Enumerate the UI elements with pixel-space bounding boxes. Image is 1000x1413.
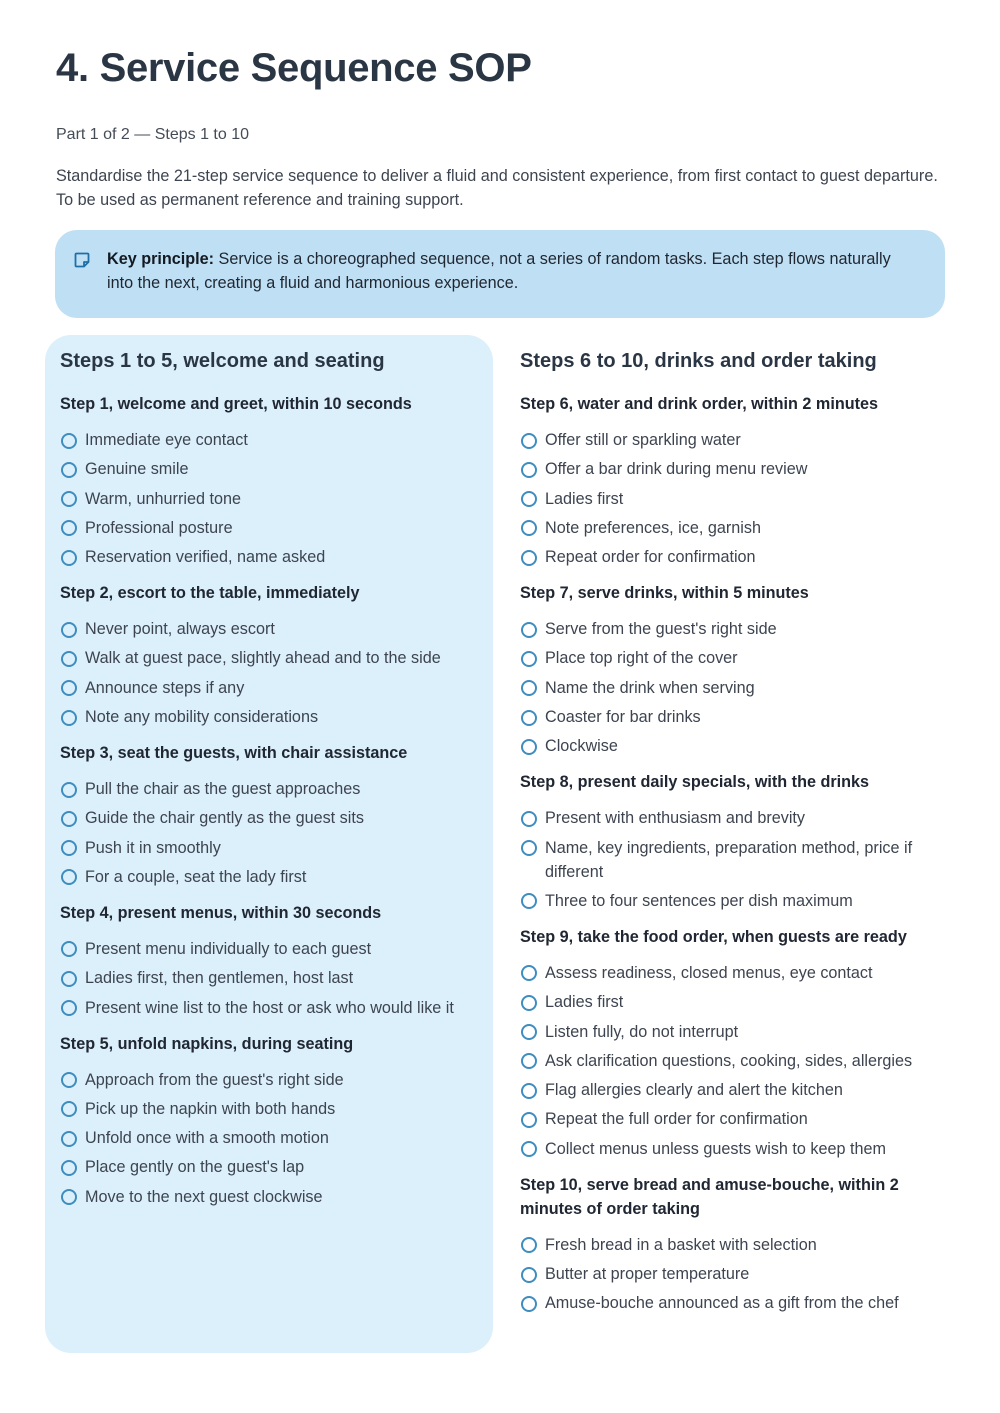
checklist-item-label: Professional posture [85, 518, 233, 537]
steps-column-right [520, 346, 950, 1327]
empty-circle-icon[interactable] [521, 995, 537, 1011]
step-title: Step 5, unfold napkins, during seating [60, 1034, 354, 1053]
empty-circle-icon[interactable] [521, 840, 537, 856]
empty-circle-icon[interactable] [521, 710, 537, 726]
checklist-item [60, 937, 490, 961]
checklist-item [60, 545, 490, 569]
checklist-item-label: Serve from the guest's right side [545, 620, 777, 639]
checklist-item [520, 990, 950, 1014]
empty-circle-icon[interactable] [61, 433, 77, 449]
checklist-item-label: Amuse-bouche announced as a gift from the chef [545, 1294, 899, 1313]
step-title: Step 7, serve drinks, within 5 minutes [520, 584, 809, 603]
checklist-item [520, 646, 950, 670]
empty-circle-icon[interactable] [61, 1160, 77, 1176]
checklist-item [520, 1291, 950, 1315]
column-heading: Steps 1 to 5, welcome and seating [60, 350, 385, 372]
checklist-item [520, 889, 950, 913]
checklist-item-label: Coaster for bar drinks [545, 708, 701, 727]
empty-circle-icon[interactable] [61, 1189, 77, 1205]
checklist-item [520, 1107, 950, 1131]
callout-text [107, 247, 907, 295]
checklist-item-label: Walk at guest pace, slightly ahead and to the side [85, 649, 441, 668]
empty-circle-icon[interactable] [521, 811, 537, 827]
checklist-item [520, 545, 950, 569]
note-icon [74, 252, 90, 268]
checklist-item-label: Offer a bar drink during menu review [545, 460, 808, 479]
empty-circle-icon[interactable] [521, 739, 537, 755]
empty-circle-icon[interactable] [521, 1053, 537, 1069]
key-principle-callout [55, 230, 945, 318]
checklist-item-label: Fresh bread in a basket with selection [545, 1235, 817, 1254]
checklist-item [60, 836, 490, 860]
column-heading: Steps 6 to 10, drinks and order taking [520, 350, 877, 372]
checklist-item [520, 806, 950, 830]
checklist-item-label: Present wine list to the host or ask who would like it [85, 998, 454, 1017]
empty-circle-icon[interactable] [61, 1000, 77, 1016]
checklist-item-label: Pick up the napkin with both hands [85, 1099, 336, 1118]
checklist-item-label: Announce steps if any [85, 678, 245, 697]
checklist-item [60, 487, 490, 511]
page-title: 4. Service Sequence SOP [56, 46, 532, 90]
checklist-item-label: Place top right of the cover [545, 649, 738, 668]
checklist-item-label: Immediate eye contact [85, 431, 248, 449]
checklist-item [520, 1049, 950, 1073]
empty-circle-icon[interactable] [521, 622, 537, 638]
part-indicator: Part 1 of 2 — Steps 1 to 10 [56, 126, 249, 143]
checklist-item [520, 487, 950, 511]
checklist [520, 617, 950, 758]
checklist-item [520, 1137, 950, 1161]
empty-circle-icon[interactable] [61, 680, 77, 696]
checklist-item-label: Present menu individually to each guest [85, 939, 372, 958]
empty-circle-icon[interactable] [61, 1101, 77, 1117]
checklist-item-label: Approach from the guest's right side [85, 1070, 344, 1089]
empty-circle-icon[interactable] [521, 1083, 537, 1099]
checklist-item-label: Note preferences, ice, garnish [545, 518, 761, 537]
checklist-item [60, 516, 490, 540]
empty-circle-icon[interactable] [521, 491, 537, 507]
checklist-item [520, 961, 950, 985]
empty-circle-icon[interactable] [61, 520, 77, 536]
checklist-item-label: Push it in smoothly [85, 838, 221, 857]
empty-circle-icon[interactable] [61, 651, 77, 667]
checklist-item [520, 1020, 950, 1044]
step-title: Step 8, present daily specials, with the drinks [520, 773, 870, 792]
checklist-item [520, 457, 950, 481]
checklist-item [520, 1078, 950, 1102]
checklist-item-label: Repeat order for confirmation [545, 548, 756, 567]
empty-circle-icon[interactable] [61, 869, 77, 885]
step-title: Step 1, welcome and greet, within 10 seconds [60, 395, 412, 413]
checklist-item [60, 428, 490, 452]
step-title: Step 3, seat the guests, with chair assistance [60, 744, 408, 763]
checklist-item [60, 966, 490, 990]
checklist-item [520, 1262, 950, 1286]
empty-circle-icon[interactable] [521, 1296, 537, 1312]
checklist-item-label: Note any mobility considerations [85, 708, 319, 727]
checklist-item [60, 1185, 490, 1209]
checklist-item [520, 617, 950, 641]
empty-circle-icon[interactable] [521, 1112, 537, 1128]
step-title: Step 6, water and drink order, within 2 minutes [520, 395, 878, 413]
checklist-item [520, 428, 950, 452]
checklist-item [60, 1126, 490, 1150]
steps-column-left [60, 346, 490, 1221]
checklist-item-label: Flag allergies clearly and alert the kitchen [545, 1081, 843, 1100]
checklist-item [60, 646, 490, 670]
checklist-item-label: For a couple, seat the lady first [85, 867, 307, 886]
checklist-item-label: Assess readiness, closed menus, eye contact [545, 963, 873, 982]
step-title: Step 4, present menus, within 30 seconds [60, 903, 382, 922]
empty-circle-icon[interactable] [521, 1024, 537, 1040]
empty-circle-icon[interactable] [61, 971, 77, 987]
checklist-item [520, 705, 950, 729]
checklist-item-label: Name the drink when serving [545, 678, 755, 697]
checklist-item [60, 777, 490, 801]
checklist-item-label: Warm, unhurried tone [85, 489, 241, 508]
checklist [520, 961, 950, 1161]
step-title: Step 9, take the food order, when guests are ready [520, 927, 907, 946]
checklist-item-label: Collect menus unless guests wish to keep them [545, 1139, 887, 1158]
empty-circle-icon[interactable] [521, 1267, 537, 1283]
checklist-item-label: Ladies first [545, 489, 624, 508]
checklist-item-label: Present with enthusiasm and brevity [545, 809, 806, 828]
checklist [60, 617, 490, 729]
checklist-item [520, 734, 950, 758]
checklist-item-label: Ask clarification questions, cooking, sides, allergies [545, 1051, 913, 1070]
checklist-item [60, 865, 490, 889]
empty-circle-icon[interactable] [61, 941, 77, 957]
checklist-item [60, 457, 490, 481]
empty-circle-icon[interactable] [521, 462, 537, 478]
checklist-item [60, 705, 490, 729]
checklist-item [520, 1233, 950, 1257]
checklist-item-label: Ladies first, then gentlemen, host last [85, 969, 354, 988]
checklist [520, 428, 950, 569]
checklist [60, 1068, 490, 1209]
checklist-item-label: Never point, always escort [85, 620, 275, 639]
empty-circle-icon[interactable] [521, 1237, 537, 1253]
empty-circle-icon[interactable] [521, 550, 537, 566]
intro-paragraph: Standardise the 21-step service sequence to deliver a fluid and consistent experience, from first contact to guest departure. To be used as permanent reference and training support. [56, 167, 938, 209]
checklist-item [520, 836, 950, 884]
empty-circle-icon[interactable] [61, 840, 77, 856]
checklist-item [60, 676, 490, 700]
checklist-item-label: Pull the chair as the guest approaches [85, 780, 361, 799]
checklist-item-label: Genuine smile [85, 460, 189, 479]
empty-circle-icon[interactable] [521, 680, 537, 696]
checklist-item [60, 1155, 490, 1179]
checklist-item [520, 516, 950, 540]
empty-circle-icon[interactable] [521, 893, 537, 909]
empty-circle-icon[interactable] [61, 1072, 77, 1088]
empty-circle-icon[interactable] [521, 965, 537, 981]
checklist-item-label: Place gently on the guest's lap [85, 1158, 305, 1177]
checklist-item-label: Clockwise [545, 737, 618, 756]
checklist-item-label: Butter at proper temperature [545, 1265, 750, 1284]
empty-circle-icon[interactable] [521, 651, 537, 667]
checklist-item-label: Listen fully, do not interrupt [545, 1022, 739, 1041]
empty-circle-icon[interactable] [521, 433, 537, 449]
checklist-item-label: Move to the next guest clockwise [85, 1187, 323, 1206]
empty-circle-icon[interactable] [521, 520, 537, 536]
checklist-item [60, 806, 490, 830]
empty-circle-icon[interactable] [61, 491, 77, 507]
checklist [520, 1233, 950, 1316]
step-title: Step 2, escort to the table, immediately [60, 584, 360, 603]
checklist-item [60, 996, 490, 1020]
empty-circle-icon[interactable] [61, 1131, 77, 1147]
empty-circle-icon[interactable] [61, 550, 77, 566]
empty-circle-icon[interactable] [61, 710, 77, 726]
checklist-item [60, 1097, 490, 1121]
empty-circle-icon[interactable] [61, 462, 77, 478]
callout-label: Key principle: [107, 250, 215, 268]
empty-circle-icon[interactable] [521, 1141, 537, 1157]
step-title: Step 10, serve bread and amuse-bouche, within 2 minutes of order taking [520, 1175, 899, 1218]
checklist-item-label: Three to four sentences per dish maximum [545, 891, 853, 910]
checklist [60, 428, 490, 569]
checklist-item [60, 1068, 490, 1092]
checklist [520, 806, 950, 913]
checklist-item-label: Reservation verified, name asked [85, 548, 326, 567]
empty-circle-icon[interactable] [61, 782, 77, 798]
checklist-item-label: Guide the chair gently as the guest sits [85, 809, 364, 828]
checklist-item [60, 617, 490, 641]
empty-circle-icon[interactable] [61, 811, 77, 827]
checklist [60, 777, 490, 889]
empty-circle-icon[interactable] [61, 622, 77, 638]
checklist-item-label: Offer still or sparkling water [545, 431, 741, 449]
checklist-item-label: Repeat the full order for confirmation [545, 1110, 808, 1129]
checklist-item-label: Name, key ingredients, preparation method, price if different [545, 838, 913, 881]
checklist-item-label: Ladies first [545, 993, 624, 1012]
callout-body: Service is a choreographed sequence, not a series of random tasks. Each step flows naturally into the next, creating a fluid and harmonious experience. [107, 250, 891, 292]
checklist-item-label: Unfold once with a smooth motion [85, 1129, 329, 1148]
checklist-item [520, 676, 950, 700]
checklist [60, 937, 490, 1020]
